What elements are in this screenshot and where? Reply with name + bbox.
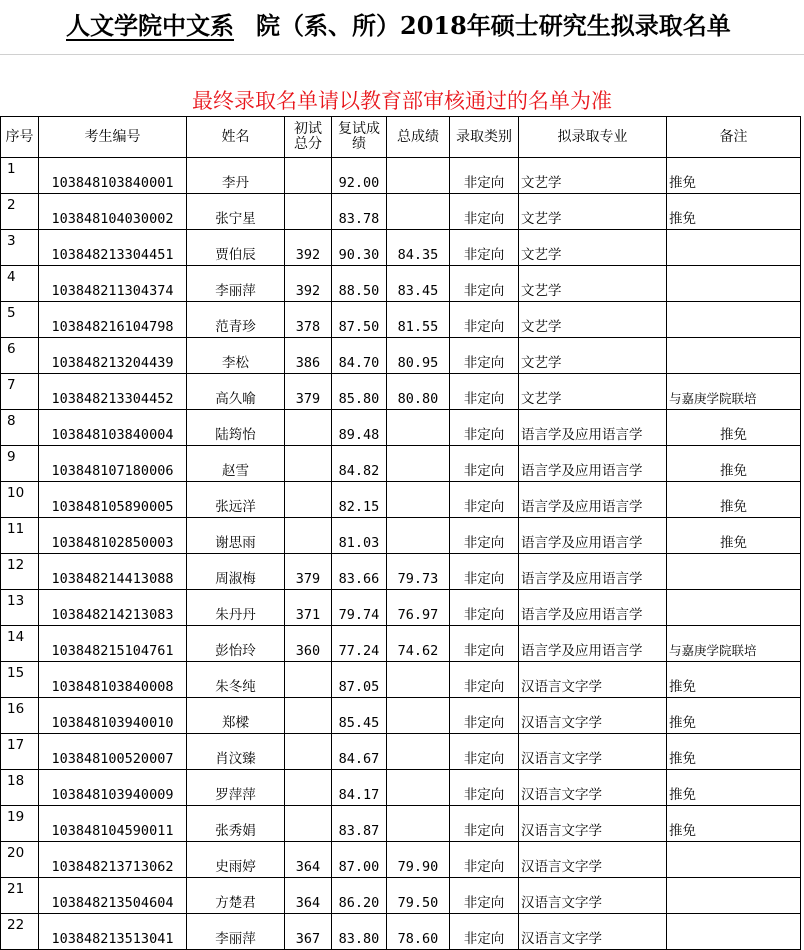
table-row <box>1 230 801 266</box>
cell-candidate-id: 103848103840004 <box>39 410 187 446</box>
table-header-row <box>1 117 801 158</box>
cell-initial-score <box>285 410 332 446</box>
table-row <box>1 770 801 806</box>
cell-total-score: 80.95 <box>387 338 450 374</box>
cell-candidate-id: 103848214213083 <box>39 590 187 626</box>
cell-retest-score: 90.30 <box>332 230 387 266</box>
cell-initial-score: 364 <box>285 842 332 878</box>
cell-candidate-id: 103848103840001 <box>39 158 187 194</box>
cell-total-score <box>387 518 450 554</box>
cell-admission-type: 非定向 <box>450 158 519 194</box>
cell-admission-type: 非定向 <box>450 590 519 626</box>
table-row <box>1 518 801 554</box>
cell-retest-score: 83.78 <box>332 194 387 230</box>
cell-seq: 14 <box>1 626 39 662</box>
cell-candidate-id: 103848211304374 <box>39 266 187 302</box>
cell-major: 汉语言文字学 <box>519 734 667 770</box>
cell-name: 李丽萍 <box>187 914 285 950</box>
table-row <box>1 194 801 230</box>
cell-initial-score <box>285 158 332 194</box>
cell-total-score <box>387 734 450 770</box>
cell-admission-type: 非定向 <box>450 518 519 554</box>
cell-candidate-id: 103848213504604 <box>39 878 187 914</box>
cell-total-score: 81.55 <box>387 302 450 338</box>
cell-candidate-id: 103848215104761 <box>39 626 187 662</box>
cell-admission-type: 非定向 <box>450 554 519 590</box>
cell-total-score: 76.97 <box>387 590 450 626</box>
table-row <box>1 374 801 410</box>
cell-total-score <box>387 662 450 698</box>
cell-retest-score: 87.50 <box>332 302 387 338</box>
table-row <box>1 914 801 950</box>
cell-total-score: 79.73 <box>387 554 450 590</box>
cell-total-score <box>387 194 450 230</box>
cell-initial-score <box>285 194 332 230</box>
cell-major: 汉语言文字学 <box>519 878 667 914</box>
cell-admission-type: 非定向 <box>450 662 519 698</box>
cell-candidate-id: 103848213204439 <box>39 338 187 374</box>
cell-major: 语言学及应用语言学 <box>519 554 667 590</box>
cell-initial-score: 392 <box>285 266 332 302</box>
cell-total-score: 78.60 <box>387 914 450 950</box>
table-row <box>1 842 801 878</box>
cell-admission-type: 非定向 <box>450 770 519 806</box>
cell-initial-score: 379 <box>285 374 332 410</box>
cell-major: 汉语言文字学 <box>519 842 667 878</box>
notice-text: 最终录取名单请以教育部审核通过的名单为准 <box>192 89 612 113</box>
cell-name: 朱冬纯 <box>187 662 285 698</box>
header-total-score: 总成绩 <box>387 117 450 158</box>
cell-admission-type: 非定向 <box>450 806 519 842</box>
cell-remarks <box>667 914 801 950</box>
cell-remarks: 推免 <box>667 410 801 446</box>
cell-initial-score: 360 <box>285 626 332 662</box>
cell-remarks: 推免 <box>667 446 801 482</box>
cell-name: 郑樑 <box>187 698 285 734</box>
cell-major: 汉语言文字学 <box>519 914 667 950</box>
cell-initial-score <box>285 806 332 842</box>
cell-admission-type: 非定向 <box>450 374 519 410</box>
table-row <box>1 158 801 194</box>
cell-name: 李松 <box>187 338 285 374</box>
cell-name: 李丽萍 <box>187 266 285 302</box>
cell-seq: 20 <box>1 842 39 878</box>
cell-admission-type: 非定向 <box>450 194 519 230</box>
cell-admission-type: 非定向 <box>450 482 519 518</box>
cell-remarks: 与嘉庚学院联培 <box>667 626 801 662</box>
cell-candidate-id: 103848216104798 <box>39 302 187 338</box>
cell-seq: 6 <box>1 338 39 374</box>
header-major: 拟录取专业 <box>519 117 667 158</box>
table-row <box>1 482 801 518</box>
cell-initial-score: 378 <box>285 302 332 338</box>
cell-name: 肖汶臻 <box>187 734 285 770</box>
cell-total-score <box>387 482 450 518</box>
table-row <box>1 410 801 446</box>
cell-major: 语言学及应用语言学 <box>519 446 667 482</box>
admission-table <box>0 116 801 950</box>
table-row <box>1 302 801 338</box>
cell-candidate-id: 103848213304452 <box>39 374 187 410</box>
cell-initial-score <box>285 698 332 734</box>
cell-seq: 19 <box>1 806 39 842</box>
table-row <box>1 662 801 698</box>
cell-candidate-id: 103848213304451 <box>39 230 187 266</box>
cell-retest-score: 84.17 <box>332 770 387 806</box>
cell-retest-score: 84.67 <box>332 734 387 770</box>
cell-total-score <box>387 806 450 842</box>
cell-major: 汉语言文字学 <box>519 662 667 698</box>
cell-initial-score <box>285 734 332 770</box>
cell-initial-score: 371 <box>285 590 332 626</box>
cell-retest-score: 77.24 <box>332 626 387 662</box>
cell-total-score <box>387 698 450 734</box>
cell-remarks: 推免 <box>667 698 801 734</box>
cell-candidate-id: 103848107180006 <box>39 446 187 482</box>
cell-major: 文艺学 <box>519 266 667 302</box>
cell-admission-type: 非定向 <box>450 734 519 770</box>
cell-retest-score: 85.45 <box>332 698 387 734</box>
cell-total-score <box>387 158 450 194</box>
cell-candidate-id: 103848102850003 <box>39 518 187 554</box>
cell-remarks: 推免 <box>667 662 801 698</box>
cell-major: 语言学及应用语言学 <box>519 590 667 626</box>
cell-major: 语言学及应用语言学 <box>519 410 667 446</box>
cell-seq: 15 <box>1 662 39 698</box>
cell-retest-score: 87.00 <box>332 842 387 878</box>
header-initial-score: 初试 总分 <box>285 117 332 158</box>
cell-retest-score: 88.50 <box>332 266 387 302</box>
table-row <box>1 734 801 770</box>
cell-retest-score: 79.74 <box>332 590 387 626</box>
cell-initial-score: 364 <box>285 878 332 914</box>
cell-name: 张宁星 <box>187 194 285 230</box>
cell-name: 贾伯辰 <box>187 230 285 266</box>
cell-remarks: 推免 <box>667 518 801 554</box>
header-seq: 序号 <box>1 117 39 158</box>
cell-major: 语言学及应用语言学 <box>519 482 667 518</box>
cell-seq: 18 <box>1 770 39 806</box>
cell-candidate-id: 103848213513041 <box>39 914 187 950</box>
cell-name: 陆筠怡 <box>187 410 285 446</box>
cell-retest-score: 81.03 <box>332 518 387 554</box>
cell-remarks <box>667 878 801 914</box>
cell-major: 语言学及应用语言学 <box>519 518 667 554</box>
cell-name: 彭怡玲 <box>187 626 285 662</box>
cell-candidate-id: 103848103840008 <box>39 662 187 698</box>
cell-candidate-id: 103848213713062 <box>39 842 187 878</box>
cell-total-score: 83.45 <box>387 266 450 302</box>
cell-remarks: 推免 <box>667 770 801 806</box>
cell-remarks: 与嘉庚学院联培 <box>667 374 801 410</box>
cell-remarks <box>667 590 801 626</box>
cell-name: 方楚君 <box>187 878 285 914</box>
header-retest-score: 复试成 绩 <box>332 117 387 158</box>
cell-seq: 9 <box>1 446 39 482</box>
cell-total-score: 74.62 <box>387 626 450 662</box>
cell-seq: 21 <box>1 878 39 914</box>
cell-candidate-id: 103848105890005 <box>39 482 187 518</box>
cell-candidate-id: 103848100520007 <box>39 734 187 770</box>
cell-remarks <box>667 266 801 302</box>
cell-remarks <box>667 302 801 338</box>
cell-retest-score: 84.82 <box>332 446 387 482</box>
page-title <box>0 6 804 46</box>
cell-total-score: 80.80 <box>387 374 450 410</box>
cell-name: 史雨婷 <box>187 842 285 878</box>
cell-retest-score: 87.05 <box>332 662 387 698</box>
cell-total-score <box>387 410 450 446</box>
cell-remarks <box>667 338 801 374</box>
cell-retest-score: 85.80 <box>332 374 387 410</box>
cell-admission-type: 非定向 <box>450 914 519 950</box>
cell-major: 文艺学 <box>519 338 667 374</box>
cell-admission-type: 非定向 <box>450 230 519 266</box>
cell-name: 朱丹丹 <box>187 590 285 626</box>
cell-seq: 1 <box>1 158 39 194</box>
cell-remarks: 推免 <box>667 482 801 518</box>
cell-remarks <box>667 230 801 266</box>
cell-seq: 13 <box>1 590 39 626</box>
cell-name: 罗萍萍 <box>187 770 285 806</box>
cell-seq: 5 <box>1 302 39 338</box>
cell-seq: 10 <box>1 482 39 518</box>
cell-name: 赵雪 <box>187 446 285 482</box>
cell-admission-type: 非定向 <box>450 446 519 482</box>
table-row <box>1 554 801 590</box>
cell-major: 文艺学 <box>519 302 667 338</box>
table-row <box>1 446 801 482</box>
cell-retest-score: 89.48 <box>332 410 387 446</box>
cell-retest-score: 82.15 <box>332 482 387 518</box>
cell-initial-score: 367 <box>285 914 332 950</box>
title-text: 院（系、所）2018年硕士研究生拟录取名单 <box>256 11 731 40</box>
cell-candidate-id: 103848214413088 <box>39 554 187 590</box>
cell-admission-type: 非定向 <box>450 338 519 374</box>
cell-initial-score <box>285 662 332 698</box>
table-row <box>1 806 801 842</box>
cell-major: 汉语言文字学 <box>519 698 667 734</box>
cell-seq: 8 <box>1 410 39 446</box>
cell-name: 范青珍 <box>187 302 285 338</box>
table-row <box>1 338 801 374</box>
cell-initial-score <box>285 446 332 482</box>
table-row <box>1 590 801 626</box>
cell-major: 文艺学 <box>519 230 667 266</box>
cell-retest-score: 83.66 <box>332 554 387 590</box>
cell-seq: 12 <box>1 554 39 590</box>
table-row <box>1 878 801 914</box>
cell-seq: 2 <box>1 194 39 230</box>
cell-initial-score: 386 <box>285 338 332 374</box>
header-admission-type: 录取类别 <box>450 117 519 158</box>
cell-total-score: 84.35 <box>387 230 450 266</box>
cell-name: 张秀娟 <box>187 806 285 842</box>
table-body <box>1 158 801 950</box>
cell-major: 汉语言文字学 <box>519 770 667 806</box>
cell-candidate-id: 103848104030002 <box>39 194 187 230</box>
cell-initial-score: 379 <box>285 554 332 590</box>
cell-retest-score: 84.70 <box>332 338 387 374</box>
cell-seq: 7 <box>1 374 39 410</box>
header-candidate-id: 考生编号 <box>39 117 187 158</box>
cell-name: 李丹 <box>187 158 285 194</box>
cell-seq: 16 <box>1 698 39 734</box>
cell-major: 文艺学 <box>519 158 667 194</box>
cell-remarks: 推免 <box>667 158 801 194</box>
cell-candidate-id: 103848104590011 <box>39 806 187 842</box>
cell-remarks: 推免 <box>667 734 801 770</box>
cell-major: 文艺学 <box>519 374 667 410</box>
cell-name: 高久喻 <box>187 374 285 410</box>
cell-admission-type: 非定向 <box>450 302 519 338</box>
cell-candidate-id: 103848103940010 <box>39 698 187 734</box>
cell-major: 汉语言文字学 <box>519 806 667 842</box>
cell-initial-score <box>285 518 332 554</box>
cell-admission-type: 非定向 <box>450 626 519 662</box>
cell-major: 语言学及应用语言学 <box>519 626 667 662</box>
cell-retest-score: 92.00 <box>332 158 387 194</box>
cell-total-score <box>387 770 450 806</box>
table-row <box>1 698 801 734</box>
cell-remarks <box>667 842 801 878</box>
cell-retest-score: 86.20 <box>332 878 387 914</box>
table-row <box>1 266 801 302</box>
cell-candidate-id: 103848103940009 <box>39 770 187 806</box>
cell-remarks <box>667 554 801 590</box>
header-name: 姓名 <box>187 117 285 158</box>
cell-seq: 3 <box>1 230 39 266</box>
cell-total-score <box>387 446 450 482</box>
cell-admission-type: 非定向 <box>450 410 519 446</box>
title-divider <box>0 54 804 55</box>
cell-remarks: 推免 <box>667 194 801 230</box>
cell-admission-type: 非定向 <box>450 698 519 734</box>
table-row <box>1 626 801 662</box>
cell-seq: 17 <box>1 734 39 770</box>
cell-seq: 22 <box>1 914 39 950</box>
cell-name: 周淑梅 <box>187 554 285 590</box>
cell-name: 张远洋 <box>187 482 285 518</box>
cell-initial-score <box>285 482 332 518</box>
cell-admission-type: 非定向 <box>450 266 519 302</box>
cell-seq: 11 <box>1 518 39 554</box>
cell-admission-type: 非定向 <box>450 842 519 878</box>
cell-retest-score: 83.87 <box>332 806 387 842</box>
cell-seq: 4 <box>1 266 39 302</box>
cell-total-score: 79.50 <box>387 878 450 914</box>
cell-retest-score: 83.80 <box>332 914 387 950</box>
cell-initial-score <box>285 770 332 806</box>
cell-major: 文艺学 <box>519 194 667 230</box>
cell-initial-score: 392 <box>285 230 332 266</box>
cell-total-score: 79.90 <box>387 842 450 878</box>
title-department: 人文学院中文系 <box>66 11 234 40</box>
header-remarks: 备注 <box>667 117 801 158</box>
cell-admission-type: 非定向 <box>450 878 519 914</box>
cell-remarks: 推免 <box>667 806 801 842</box>
cell-name: 谢思雨 <box>187 518 285 554</box>
